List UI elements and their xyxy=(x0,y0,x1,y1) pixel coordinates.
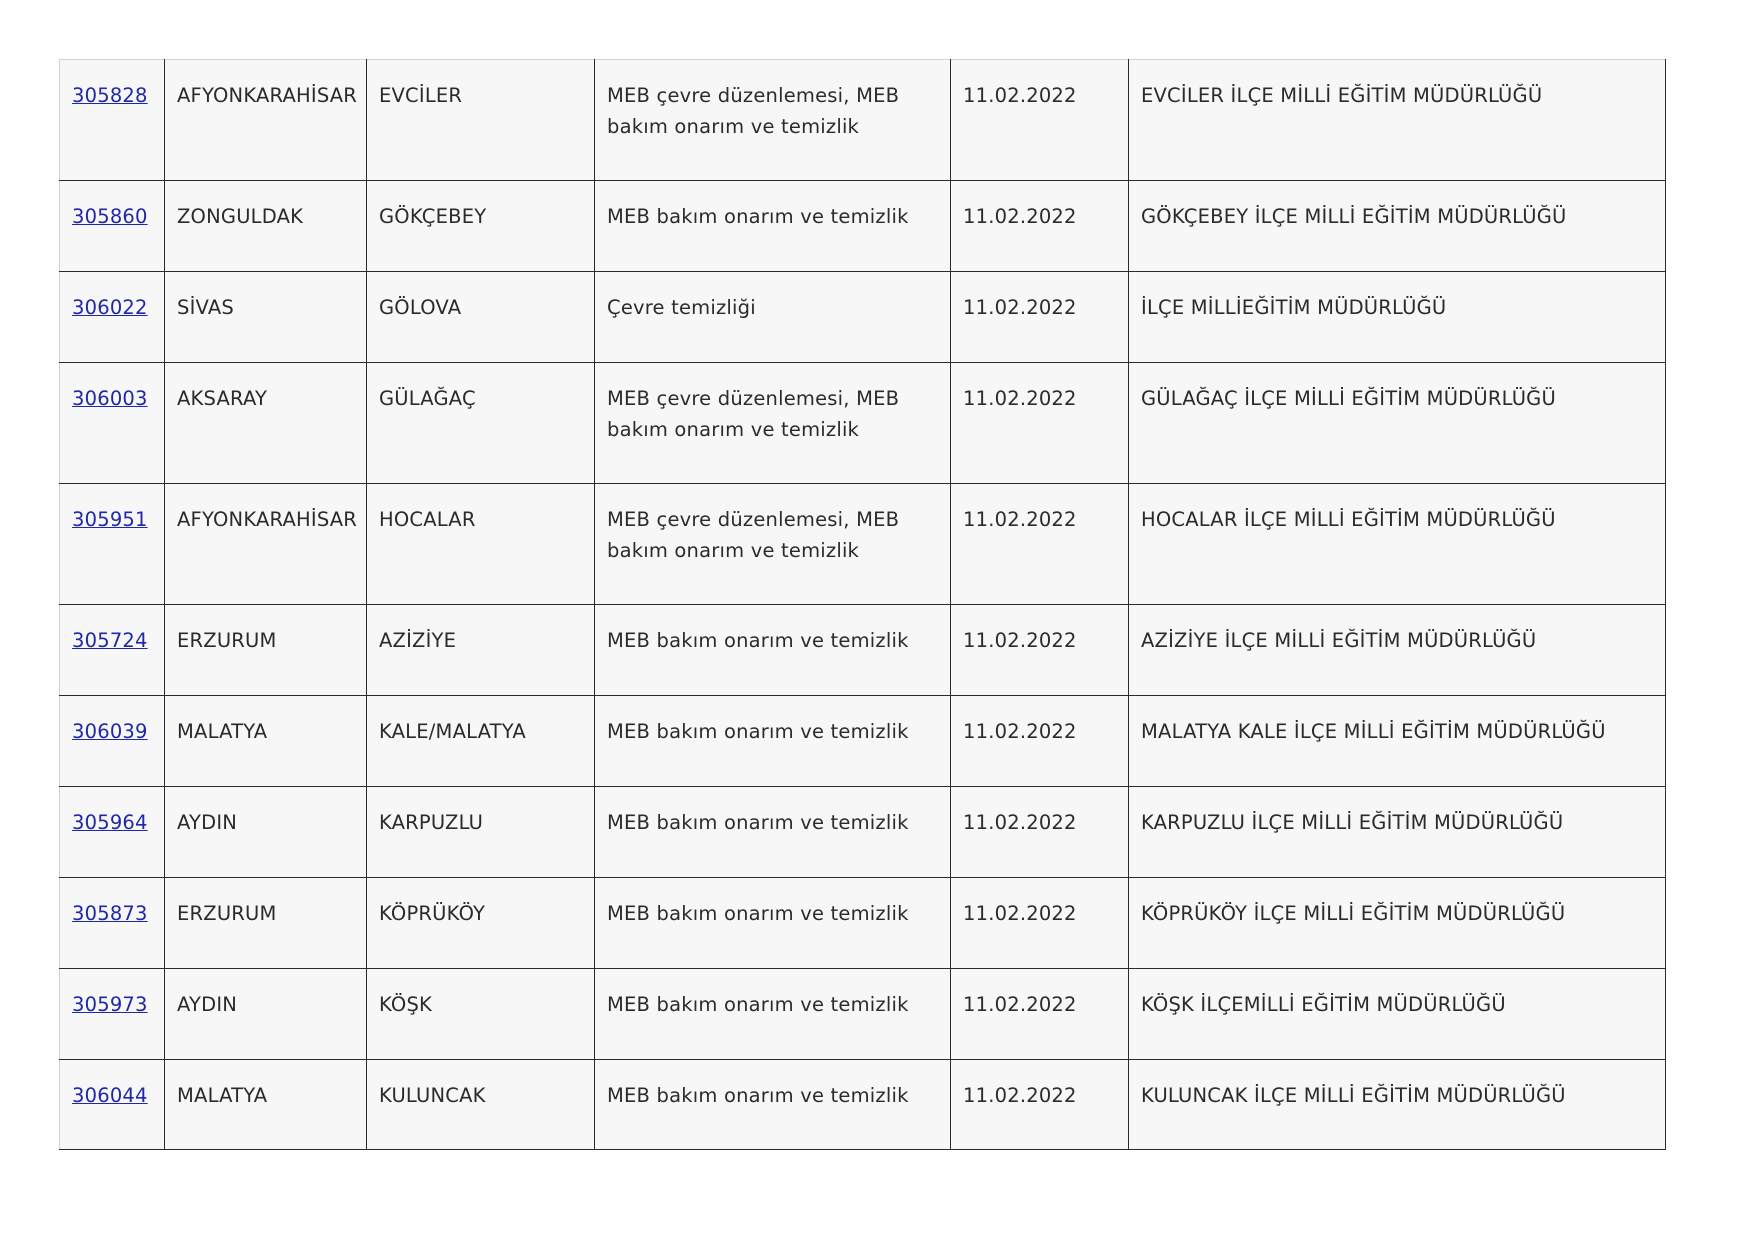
id-cell xyxy=(60,605,165,696)
table-row xyxy=(60,969,1666,1060)
work-type-cell: MEB bakım onarım ve temizlik xyxy=(595,969,951,1060)
id-cell xyxy=(60,1060,165,1150)
results-table xyxy=(59,59,1666,1150)
work-type-cell: MEB çevre düzenlemesi, MEB bakım onarım ve temizlik xyxy=(595,60,951,181)
record-link[interactable]: 306022 xyxy=(72,296,148,319)
date-cell: 11.02.2022 xyxy=(951,696,1129,787)
work-type-cell: MEB çevre düzenlemesi, MEB bakım onarım ve temizlik xyxy=(595,484,951,605)
province-cell: ZONGULDAK xyxy=(165,181,367,272)
table-row xyxy=(60,484,1666,605)
id-cell xyxy=(60,272,165,363)
province-cell: SİVAS xyxy=(165,272,367,363)
id-cell xyxy=(60,878,165,969)
institution-cell: HOCALAR İLÇE MİLLİ EĞİTİM MÜDÜRLÜĞÜ xyxy=(1129,484,1666,605)
date-cell: 11.02.2022 xyxy=(951,969,1129,1060)
institution-cell: KARPUZLU İLÇE MİLLİ EĞİTİM MÜDÜRLÜĞÜ xyxy=(1129,787,1666,878)
record-link[interactable]: 305860 xyxy=(72,205,148,228)
institution-cell: İLÇE MİLLİEĞİTİM MÜDÜRLÜĞÜ xyxy=(1129,272,1666,363)
date-cell: 11.02.2022 xyxy=(951,787,1129,878)
work-type-cell: MEB bakım onarım ve temizlik xyxy=(595,605,951,696)
district-cell: EVCİLER xyxy=(367,60,595,181)
record-link[interactable]: 305973 xyxy=(72,993,148,1016)
work-type-cell: MEB bakım onarım ve temizlik xyxy=(595,787,951,878)
id-cell xyxy=(60,181,165,272)
district-cell: HOCALAR xyxy=(367,484,595,605)
record-link[interactable]: 306039 xyxy=(72,720,148,743)
district-cell: GÜLAĞAÇ xyxy=(367,363,595,484)
work-type-cell: MEB bakım onarım ve temizlik xyxy=(595,696,951,787)
id-cell xyxy=(60,60,165,181)
table-row xyxy=(60,272,1666,363)
province-cell: AYDIN xyxy=(165,787,367,878)
district-cell: AZİZİYE xyxy=(367,605,595,696)
work-type-cell: MEB bakım onarım ve temizlik xyxy=(595,1060,951,1150)
district-cell: GÖLOVA xyxy=(367,272,595,363)
table-row xyxy=(60,181,1666,272)
institution-cell: AZİZİYE İLÇE MİLLİ EĞİTİM MÜDÜRLÜĞÜ xyxy=(1129,605,1666,696)
record-link[interactable]: 305828 xyxy=(72,84,148,107)
province-cell: AFYONKARAHİSAR xyxy=(165,484,367,605)
date-cell: 11.02.2022 xyxy=(951,60,1129,181)
table-row xyxy=(60,787,1666,878)
record-link[interactable]: 306003 xyxy=(72,387,148,410)
institution-cell: MALATYA KALE İLÇE MİLLİ EĞİTİM MÜDÜRLÜĞÜ xyxy=(1129,696,1666,787)
id-cell xyxy=(60,696,165,787)
district-cell: KÖPRÜKÖY xyxy=(367,878,595,969)
work-type-cell: Çevre temizliği xyxy=(595,272,951,363)
id-cell xyxy=(60,484,165,605)
institution-cell: KÖPRÜKÖY İLÇE MİLLİ EĞİTİM MÜDÜRLÜĞÜ xyxy=(1129,878,1666,969)
id-cell xyxy=(60,969,165,1060)
record-link[interactable]: 305951 xyxy=(72,508,148,531)
work-type-cell: MEB çevre düzenlemesi, MEB bakım onarım ve temizlik xyxy=(595,363,951,484)
record-link[interactable]: 305964 xyxy=(72,811,148,834)
date-cell: 11.02.2022 xyxy=(951,272,1129,363)
province-cell: MALATYA xyxy=(165,696,367,787)
table-row xyxy=(60,878,1666,969)
table-row xyxy=(60,696,1666,787)
table-row xyxy=(60,1060,1666,1150)
district-cell: KARPUZLU xyxy=(367,787,595,878)
institution-cell: EVCİLER İLÇE MİLLİ EĞİTİM MÜDÜRLÜĞÜ xyxy=(1129,60,1666,181)
record-link[interactable]: 305724 xyxy=(72,629,148,652)
date-cell: 11.02.2022 xyxy=(951,878,1129,969)
table-row xyxy=(60,605,1666,696)
date-cell: 11.02.2022 xyxy=(951,363,1129,484)
district-cell: KALE/MALATYA xyxy=(367,696,595,787)
institution-cell: KULUNCAK İLÇE MİLLİ EĞİTİM MÜDÜRLÜĞÜ xyxy=(1129,1060,1666,1150)
province-cell: MALATYA xyxy=(165,1060,367,1150)
date-cell: 11.02.2022 xyxy=(951,484,1129,605)
table-row xyxy=(60,60,1666,181)
district-cell: KULUNCAK xyxy=(367,1060,595,1150)
province-cell: AYDIN xyxy=(165,969,367,1060)
province-cell: AKSARAY xyxy=(165,363,367,484)
id-cell xyxy=(60,787,165,878)
province-cell: AFYONKARAHİSAR xyxy=(165,60,367,181)
record-link[interactable]: 306044 xyxy=(72,1084,148,1107)
province-cell: ERZURUM xyxy=(165,878,367,969)
work-type-cell: MEB bakım onarım ve temizlik xyxy=(595,878,951,969)
id-cell xyxy=(60,363,165,484)
table-row xyxy=(60,363,1666,484)
district-cell: GÖKÇEBEY xyxy=(367,181,595,272)
institution-cell: GÜLAĞAÇ İLÇE MİLLİ EĞİTİM MÜDÜRLÜĞÜ xyxy=(1129,363,1666,484)
record-link[interactable]: 305873 xyxy=(72,902,148,925)
date-cell: 11.02.2022 xyxy=(951,181,1129,272)
district-cell: KÖŞK xyxy=(367,969,595,1060)
province-cell: ERZURUM xyxy=(165,605,367,696)
institution-cell: KÖŞK İLÇEMİLLİ EĞİTİM MÜDÜRLÜĞÜ xyxy=(1129,969,1666,1060)
institution-cell: GÖKÇEBEY İLÇE MİLLİ EĞİTİM MÜDÜRLÜĞÜ xyxy=(1129,181,1666,272)
work-type-cell: MEB bakım onarım ve temizlik xyxy=(595,181,951,272)
date-cell: 11.02.2022 xyxy=(951,605,1129,696)
date-cell: 11.02.2022 xyxy=(951,1060,1129,1150)
